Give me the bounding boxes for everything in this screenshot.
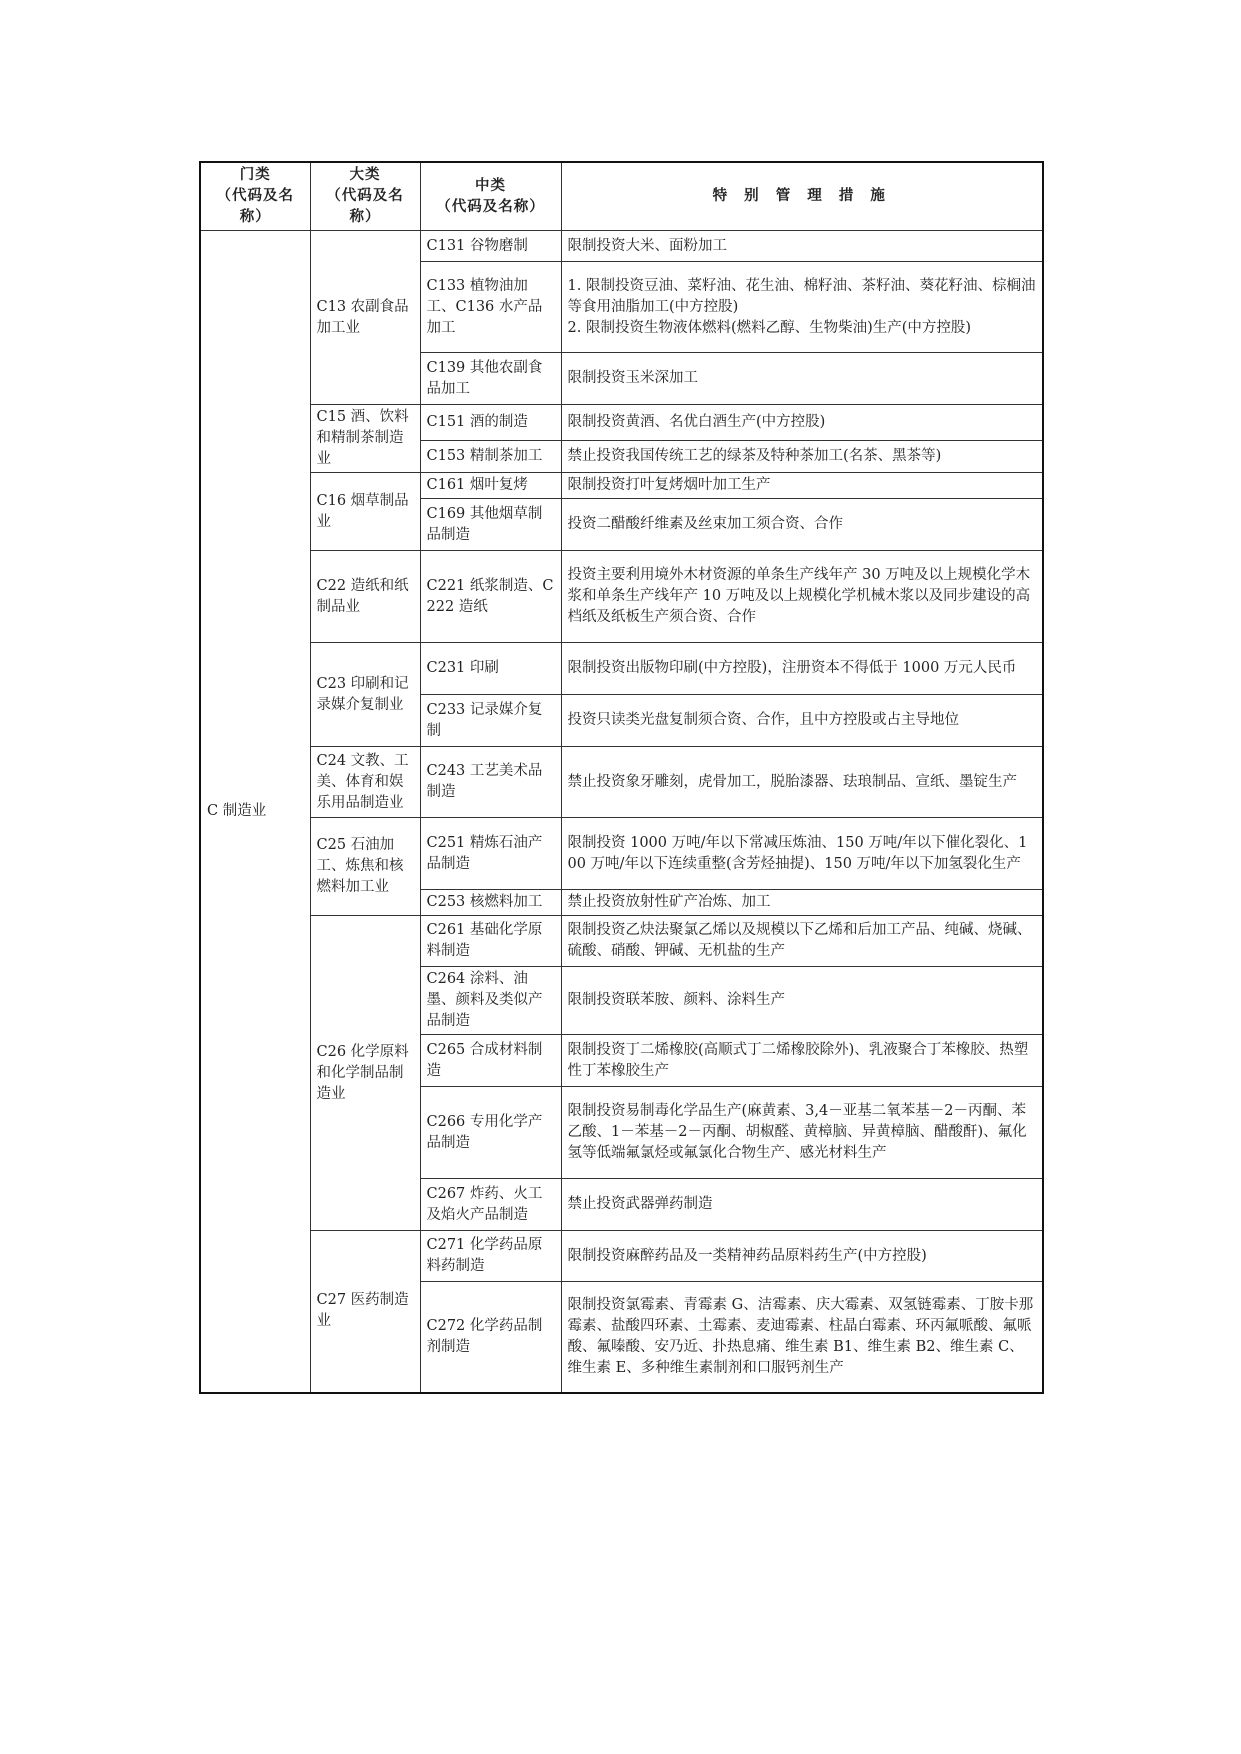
mid-cell: C131 谷物磨制 (420, 231, 561, 262)
mid-cell: C265 合成材料制造 (420, 1035, 561, 1087)
measure-cell: 限制投资 1000 万吨/年以下常减压炼油、150 万吨/年以下催化裂化、100 万吨/年以下连续重整(含芳烃抽提)、150 万吨/年以下加氢裂化生产 (561, 818, 1043, 890)
header-menlei-line2: （代码及名称） (216, 188, 294, 225)
table-row (200, 405, 1043, 441)
mid-cell: C266 专用化学产品制造 (420, 1087, 561, 1179)
mid-cell: C264 涂料、油墨、颜料及类似产品制造 (420, 967, 561, 1035)
measure-cell: 限制投资乙炔法聚氯乙烯以及规模以下乙烯和后加工产品、纯碱、烧碱、硫酸、硝酸、钾碱、无机盐的生产 (561, 916, 1043, 967)
measure-cell: 禁止投资我国传统工艺的绿茶及特种茶加工(名茶、黑茶等) (561, 440, 1043, 472)
table-row (200, 473, 1043, 499)
major-cell-c16: C16 烟草制品业 (310, 473, 420, 551)
mid-cell: C151 酒的制造 (420, 405, 561, 441)
major-cell-c23: C23 印刷和记录媒介复制业 (310, 643, 420, 747)
measure-cell: 限制投资易制毒化学品生产(麻黄素、3,4－亚基二氧苯基－2－丙酮、苯乙酸、1－苯基－2－丙酮、胡椒醛、黄樟脑、异黄樟脑、醋酸酐)、氟化氢等低端氟氯烃或氟氯化合物生产、感光材料生产 (561, 1087, 1043, 1179)
mid-cell: C253 核燃料加工 (420, 890, 561, 916)
major-cell-c25: C25 石油加工、炼焦和核燃料加工业 (310, 818, 420, 916)
header-zhonglei-line1: 中类 (475, 177, 506, 194)
header-dalei-line2: （代码及名称） (326, 188, 404, 225)
measure-cell: 禁止投资象牙雕刻，虎骨加工，脱胎漆器、珐琅制品、宣纸、墨锭生产 (561, 747, 1043, 818)
mid-cell: C153 精制茶加工 (420, 440, 561, 472)
section-cell: C 制造业 (200, 231, 310, 1393)
mid-cell: C251 精炼石油产品制造 (420, 818, 561, 890)
table-header-row (200, 162, 1043, 231)
measure-cell: 投资主要利用境外木材资源的单条生产线年产 30 万吨及以上规模化学木浆和单条生产线年产 10 万吨及以上规模化学机械木浆以及同步建设的高档纸及纸板生产须合资、合作 (561, 551, 1043, 643)
measure-cell: 禁止投资武器弹药制造 (561, 1179, 1043, 1231)
measure-cell: 限制投资麻醉药品及一类精神药品原料药生产(中方控股) (561, 1231, 1043, 1282)
mid-cell: C272 化学药品制剂制造 (420, 1282, 561, 1393)
table-row (200, 1231, 1043, 1282)
major-cell-c22: C22 造纸和纸制品业 (310, 551, 420, 643)
table-row (200, 551, 1043, 643)
table-row (200, 747, 1043, 818)
table-row (200, 643, 1043, 695)
special-measures-table (199, 161, 1044, 1394)
mid-cell: C231 印刷 (420, 643, 561, 695)
measure-cell: 限制投资丁二烯橡胶(高顺式丁二烯橡胶除外)、乳液聚合丁苯橡胶、热塑性丁苯橡胶生产 (561, 1035, 1043, 1087)
measure-cell: 限制投资氯霉素、青霉素 G、洁霉素、庆大霉素、双氢链霉素、丁胺卡那霉素、盐酸四环素、土霉素、麦迪霉素、柱晶白霉素、环丙氟哌酸、氟哌酸、氟嗪酸、安乃近、扑热息痛、维生素 B1、维生素 B2、维生素 C、维生素 E、多种维生素制剂和口服钙剂生产 (561, 1282, 1043, 1393)
measure-cell: 限制投资玉米深加工 (561, 353, 1043, 405)
measure-cell: 限制投资联苯胺、颜料、涂料生产 (561, 967, 1043, 1035)
mid-cell: C161 烟叶复烤 (420, 473, 561, 499)
header-menlei-line1: 门类 (239, 167, 271, 183)
measure-cell: 投资只读类光盘复制须合资、合作，且中方控股或占主导地位 (561, 695, 1043, 747)
major-cell-c15: C15 酒、饮料和精制茶制造业 (310, 405, 420, 473)
major-cell-c24: C24 文教、工美、体育和娱乐用品制造业 (310, 747, 420, 818)
document-page (199, 161, 1042, 1394)
mid-cell: C221 纸浆制造、C222 造纸 (420, 551, 561, 643)
measure-cell: 限制投资大米、面粉加工 (561, 231, 1043, 262)
mid-cell: C271 化学药品原料药制造 (420, 1231, 561, 1282)
major-cell-c26: C26 化学原料和化学制品制造业 (310, 916, 420, 1231)
table-row (200, 916, 1043, 967)
mid-cell: C261 基础化学原料制造 (420, 916, 561, 967)
measure-cell: 限制投资黄酒、名优白酒生产(中方控股) (561, 405, 1043, 441)
mid-cell: C267 炸药、火工及焰火产品制造 (420, 1179, 561, 1231)
major-cell-c27: C27 医药制造业 (310, 1231, 420, 1393)
mid-cell: C233 记录媒介复制 (420, 695, 561, 747)
mid-cell: C169 其他烟草制品制造 (420, 499, 561, 551)
mid-cell: C139 其他农副食品加工 (420, 353, 561, 405)
header-dalei (310, 162, 420, 231)
measure-cell: 限制投资出版物印刷(中方控股)，注册资本不得低于 1000 万元人民币 (561, 643, 1043, 695)
measure-cell: 限制投资打叶复烤烟叶加工生产 (561, 473, 1043, 499)
mid-cell: C243 工艺美术品制造 (420, 747, 561, 818)
header-measures: 特 别 管 理 措 施 (561, 162, 1043, 231)
measure-cell: 投资二醋酸纤维素及丝束加工须合资、合作 (561, 499, 1043, 551)
measure-cell: 禁止投资放射性矿产冶炼、加工 (561, 890, 1043, 916)
header-dalei-line1: 大类 (349, 167, 381, 183)
measure-cell: 1. 限制投资豆油、菜籽油、花生油、棉籽油、茶籽油、葵花籽油、棕榈油等食用油脂加工(中方控股) 2. 限制投资生物液体燃料(燃料乙醇、生物柴油)生产(中方控股) (561, 262, 1043, 353)
header-zhonglei (420, 162, 561, 231)
table-row (200, 231, 1043, 262)
header-menlei (200, 162, 310, 231)
mid-cell: C133 植物油加工、C136 水产品加工 (420, 262, 561, 353)
major-cell-c13: C13 农副食品加工业 (310, 231, 420, 405)
table-row (200, 818, 1043, 890)
header-zhonglei-line2: （代码及名称） (436, 198, 545, 215)
